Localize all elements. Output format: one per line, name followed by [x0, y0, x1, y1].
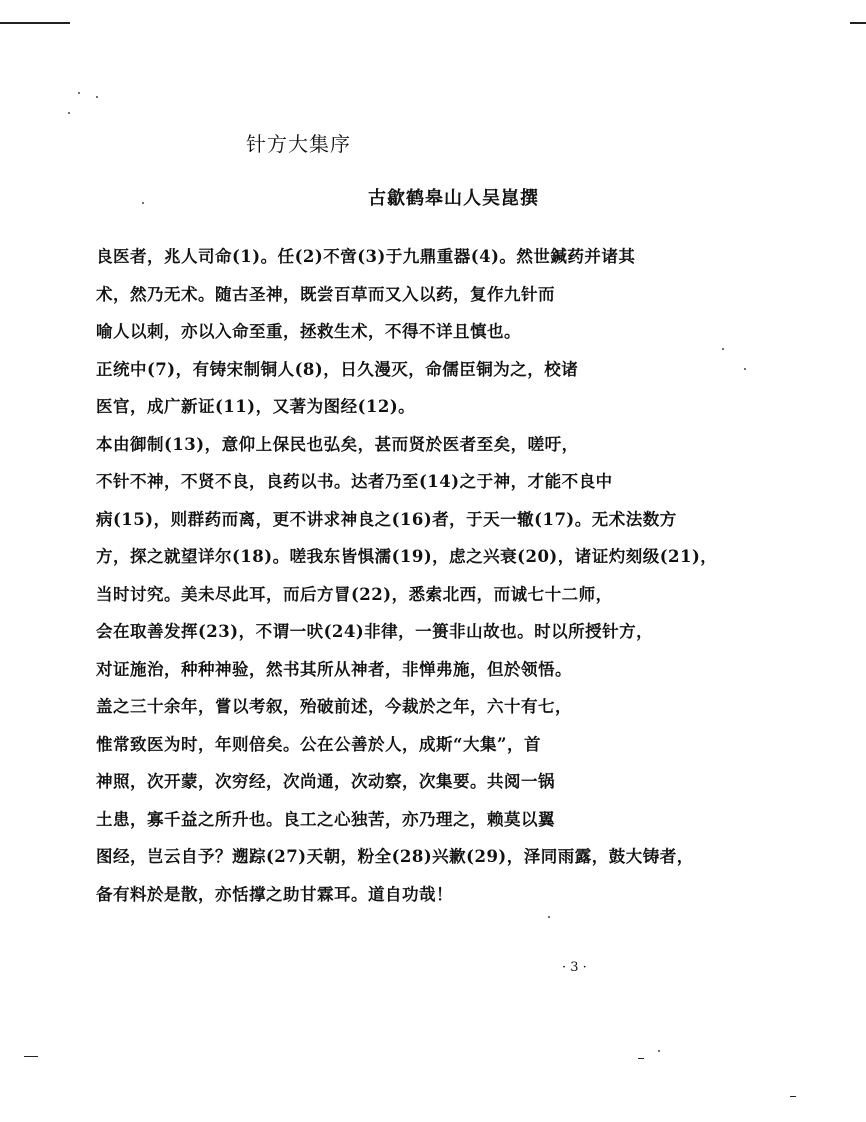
- body-line: 对证施治，种种神验，然书其所从神者，非惮弗施，但於领悟。: [96, 659, 572, 679]
- body-line: 喻人以刺，亦以入命至重，拯救生术，不得不详且慎也。: [96, 322, 521, 341]
- scan-mark-top-left: [0, 22, 70, 24]
- body-line: 当时讨究。美未尽此耳，而后方冒(22)，悉索北西，而诚七十二师，: [96, 584, 613, 604]
- body-line: 医官，成广新证(11)，又著为图经(12)。: [96, 397, 416, 416]
- author-line: 古歙鹤皋山人吴崑撰: [368, 188, 539, 209]
- speck: [96, 96, 98, 98]
- preface-body: [96, 238, 718, 913]
- body-line: 正统中(7)，有铸宋制铜人(8)，日久漫灭，命儒臣铜为之，校诸: [96, 359, 579, 379]
- speck: [548, 916, 550, 918]
- scan-mark-bottom-right: [638, 1058, 644, 1059]
- body-line: 土患，寡千益之所升也。良工之心独苦，亦乃理之，赖莫以翼: [96, 809, 555, 829]
- speck: [744, 368, 746, 370]
- body-line: 备有料於是散，亦恬撑之助甘霖耳。道自功哉！: [96, 884, 453, 904]
- scan-mark-bottom-left: [24, 1056, 38, 1057]
- body-line: 病(15)，则群药而离，更不讲求神良之(16)者，于天一辙(17)。无术法数方: [96, 509, 677, 529]
- speck: [722, 348, 724, 350]
- body-line: 方，探之就望详尔(18)。嗟我东皆惧濡(19)，虑之兴衰(20)，诸证灼刻级(21)，: [96, 547, 718, 566]
- body-line: 本由御制(13)，意仰上保民也弘矣，甚而贤於医者至矣，嗟吁，: [96, 434, 579, 454]
- body-line: 图经，岂云自予？遡踪(27)天朝，粉全(28)兴歉(29)，泽同雨露，鼓大铸者，: [96, 847, 694, 866]
- document-title: 针方大集序: [246, 132, 351, 156]
- speck: [78, 92, 80, 94]
- body-line: 惟常致医为时，年则倍矣。公在公善於人，成斯“大集”，首: [96, 734, 541, 754]
- body-line: 盖之三十余年，嘗以考叙，殆破前述，今裁於之年，六十有七，: [96, 697, 572, 716]
- body-line: 术，然乃无术。随古圣神，既尝百草而又入以药，复作九针而: [96, 284, 555, 304]
- scan-mark-bottom-right-2: [790, 1096, 796, 1097]
- speck: [68, 112, 70, 114]
- body-line: 会在取善发挥(23)，不谓一吠(24)非律，一篑非山故也。时以所授针方，: [96, 622, 654, 641]
- speck: [142, 202, 144, 204]
- body-line: 良医者，兆人司命(1)。任(2)不啻(3)于九鼎重器(4)。然世鍼药并诸其: [96, 247, 636, 266]
- speck: [658, 1050, 660, 1052]
- body-line: 神照，次开蒙，次穷经，次尚通，次动察，次集要。共阅一锅: [96, 772, 555, 791]
- page-number: · 3 ·: [562, 960, 587, 975]
- scan-mark-top-right: [850, 22, 866, 24]
- body-line: 不针不神，不贤不良，良药以书。达者乃至(14)之于神，才能不良中: [96, 472, 613, 491]
